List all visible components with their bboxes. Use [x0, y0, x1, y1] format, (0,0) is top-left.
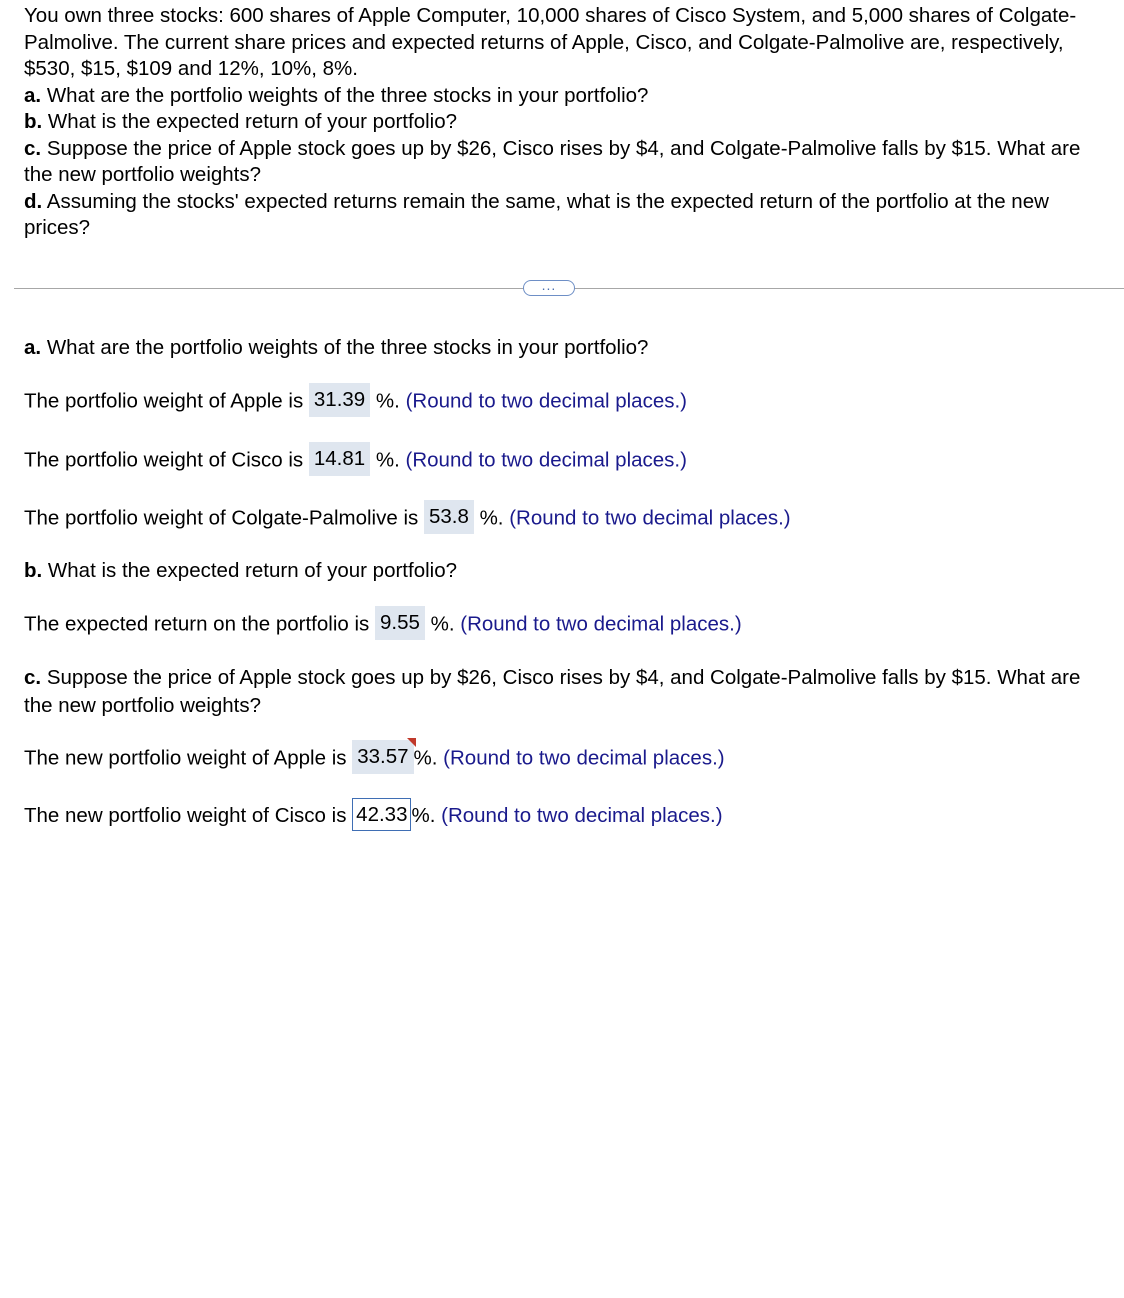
answer-b-label: b.	[24, 559, 43, 582]
new-apple-weight-row	[24, 744, 725, 774]
part-c-text: Suppose the price of Apple stock goes up by $26, Cisco rises by $4, and Colgate-Palmolive falls by $15. What are the new portfolio weights?	[24, 136, 1081, 186]
expected-return-row	[24, 610, 742, 640]
answer-c-question: Suppose the price of Apple stock goes up by $26, Cisco rises by $4, and Colgate-Palmolive falls by $15. What are the new portfolio weights?	[24, 666, 1081, 717]
part-a-label: a.	[24, 83, 42, 107]
problem-intro: You own three stocks: 600 shares of Apple Computer, 10,000 shares of Cisco System, and 5,000 shares of Colgate-Palmolive. The current share prices and expected returns of Apple, Cisco, and Colgate-Palmolive are, respectively, $530, $15, $109 and 12%, 10%, 8%.	[24, 4, 1077, 80]
new-cisco-weight-row	[24, 802, 723, 831]
part-d-text: Assuming the stocks' expected returns remain the same, what is the expected return of the portfolio at the new prices?	[24, 189, 1049, 239]
percent-suffix: %.	[411, 803, 436, 827]
answer-c-label: c.	[24, 666, 42, 689]
new-cisco-weight-input[interactable]: 42.33	[352, 798, 411, 831]
new-apple-weight-answer: 33.57	[352, 740, 413, 774]
colgate-weight-answer: 53.8	[424, 500, 474, 534]
round-hint: (Round to two decimal places.)	[443, 746, 725, 770]
percent-suffix: %.	[413, 746, 438, 770]
new-cisco-weight-prefix: The new portfolio weight of Cisco is	[24, 803, 347, 827]
answer-a-question: What are the portfolio weights of the three stocks in your portfolio?	[46, 336, 649, 359]
apple-weight-prefix: The portfolio weight of Apple is	[24, 389, 304, 413]
cisco-weight-prefix: The portfolio weight of Cisco is	[24, 448, 304, 472]
answer-a-label: a.	[24, 336, 42, 359]
problem-statement	[24, 3, 1114, 242]
round-hint: (Round to two decimal places.)	[509, 506, 791, 530]
problem-part-a	[24, 83, 1114, 110]
answer-b-question: What is the expected return of your portfolio?	[47, 559, 458, 582]
part-b-text: What is the expected return of your portfolio?	[47, 110, 458, 133]
part-c-label: c.	[24, 136, 42, 160]
problem-part-b	[24, 109, 1114, 136]
round-hint: (Round to two decimal places.)	[460, 612, 742, 636]
part-d-label: d.	[24, 189, 43, 213]
more-options-button[interactable]: ...	[523, 280, 575, 296]
problem-part-c	[24, 136, 1114, 189]
part-b-label: b.	[24, 110, 43, 133]
percent-suffix: %.	[375, 448, 400, 472]
round-hint: (Round to two decimal places.)	[405, 448, 687, 472]
answer-b-heading	[24, 558, 457, 584]
cisco-weight-row	[24, 446, 687, 476]
apple-weight-answer: 31.39	[309, 383, 370, 417]
apple-weight-row	[24, 387, 687, 417]
percent-suffix: %.	[375, 389, 400, 413]
new-apple-weight-prefix: The new portfolio weight of Apple is	[24, 746, 347, 770]
part-a-text: What are the portfolio weights of the three stocks in your portfolio?	[46, 83, 649, 107]
round-hint: (Round to two decimal places.)	[441, 803, 723, 827]
round-hint: (Round to two decimal places.)	[405, 389, 687, 413]
expected-return-answer: 9.55	[375, 606, 425, 640]
percent-suffix: %.	[430, 612, 455, 636]
colgate-weight-prefix: The portfolio weight of Colgate-Palmolive is	[24, 506, 419, 530]
problem-part-d	[24, 189, 1114, 242]
colgate-weight-row	[24, 504, 791, 534]
answer-c-heading	[24, 664, 1114, 720]
answer-a-heading	[24, 335, 648, 361]
cisco-weight-answer: 14.81	[309, 442, 370, 476]
percent-suffix: %.	[479, 506, 504, 530]
expected-return-prefix: The expected return on the portfolio is	[24, 612, 370, 636]
